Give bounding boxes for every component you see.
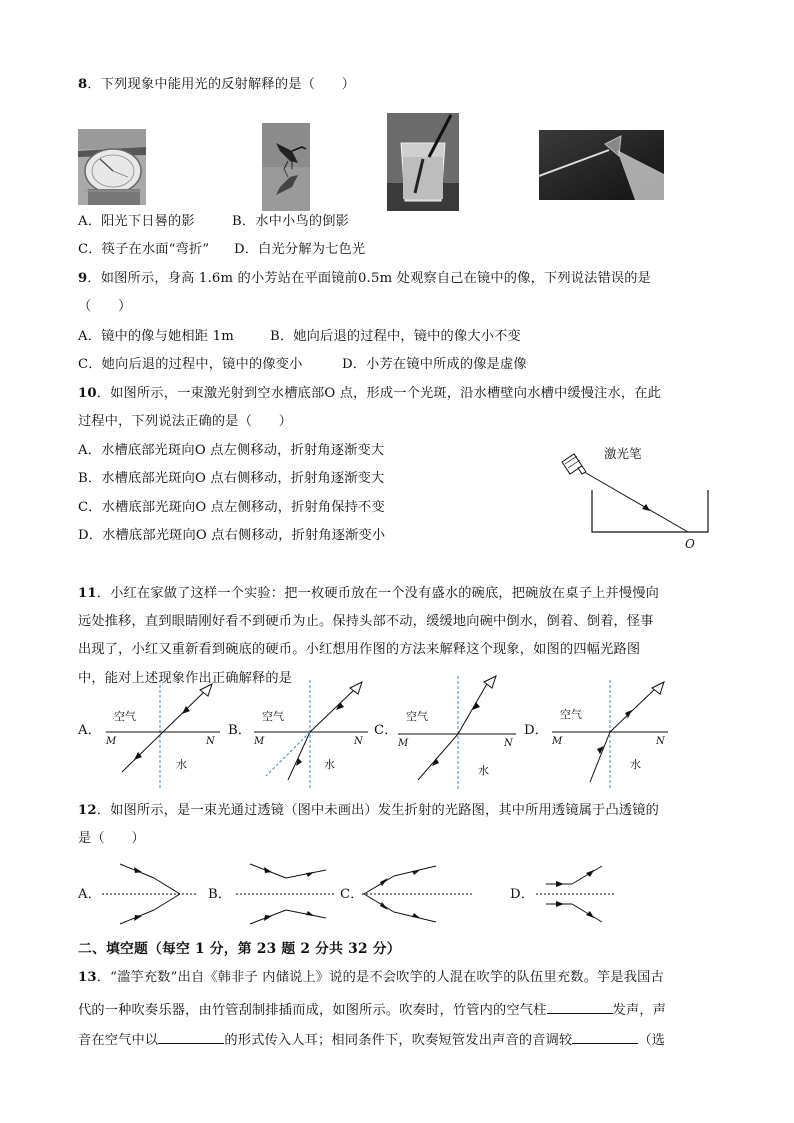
q9-number: 9 [78, 271, 88, 286]
q8-stem [78, 76, 355, 94]
q10-stem-text1: ．如图所示，一束激光射到空水槽底部O 点，形成一个光斑，沿水槽壁向水槽中缓慢注水，在此 [96, 386, 662, 401]
q8-photo-bird-reflection [262, 123, 310, 211]
eye-icon [652, 682, 664, 694]
q8-photo-chopstick-in-water [387, 113, 459, 211]
q13-line3-part1: 音在空气中以 [78, 1033, 159, 1048]
q11-stem-line4: 中，能对上述现象作出正确解释的是 [78, 671, 293, 686]
q10-number: 10 [78, 386, 97, 401]
q13-line3-part3: （选 [638, 1033, 666, 1048]
q11-stem-text1: ．小红在家做了这样一个实验：把一枚硬币放在一个没有盛水的碗底，把碗放在桌子上并慢慢向 [96, 586, 660, 601]
q9-stem-text: ．如图所示，身高 1.6m 的小芳站在平面镜前0.5m 处观察自己在镜中的像，下列说法错误的是 [87, 271, 652, 286]
q10-option-b: B．水槽底部光斑向O 点右侧移动，折射角逐渐变大 [78, 471, 385, 486]
q8-option-d: D．白光分解为七色光 [234, 242, 366, 257]
q13-line2 [78, 999, 666, 1020]
q13-blank-2[interactable] [158, 1029, 224, 1044]
q12-option-d: D． [510, 887, 535, 902]
q8-photo-prism [539, 130, 664, 200]
q11-option-a: A． [78, 723, 102, 738]
q12-option-c: C． [340, 887, 364, 902]
q11-number: 11 [78, 586, 97, 601]
q11b-air-label: 空气 [262, 710, 284, 723]
q13-blank-1[interactable] [547, 999, 613, 1014]
q10-option-d: D．水槽底部光斑向O 点右侧移动，折射角逐渐变小 [78, 528, 386, 543]
q11b-n-label: N [354, 736, 363, 747]
q11-diagram-d [548, 680, 672, 788]
q9-paren: （ ） [78, 299, 132, 314]
q11c-m-label: M [398, 738, 409, 749]
q11d-air-label: 空气 [560, 708, 582, 721]
q8-photo-sundial [78, 129, 146, 205]
q11d-water-label: 水 [630, 758, 641, 771]
q11-option-d: D． [524, 723, 549, 738]
q11c-n-label: N [504, 738, 513, 749]
q13-blank-3[interactable] [572, 1029, 638, 1044]
q9-option-c: C．她向后退的过程中，镜中的像变小 [78, 357, 303, 372]
q8-number: 8 [78, 77, 88, 92]
q9-option-d: D．小芳在镜中所成的像是虚像 [342, 357, 527, 372]
q11-option-c: C． [374, 723, 398, 738]
q8-stem-text: ．下列现象中能用光的反射解释的是（ ） [87, 77, 356, 92]
q12-stem-line1 [78, 802, 659, 820]
q13-number: 13 [78, 970, 97, 985]
q8-option-a: A．阳光下日晷的影 [78, 214, 195, 229]
q11a-water-label: 水 [176, 758, 187, 771]
q12-diagram-d [536, 862, 616, 926]
q13-line3 [78, 1029, 665, 1050]
q10-laser-label: 激光笔 [604, 446, 642, 461]
q11-diagram-b [252, 680, 372, 788]
q12-number: 12 [78, 803, 97, 818]
q10-beam-arrow [642, 504, 650, 511]
q10-figure-laser-tank [552, 442, 712, 552]
q13-line2-part2: 发声，声 [612, 1003, 667, 1018]
q11-stem-line3: 出现了，小红又重新看到碗底的硬币。小红想用作图的方法来解释这个现象，如图的四幅光路图 [78, 642, 641, 657]
q9-stem [78, 270, 651, 288]
q10-option-a: A．水槽底部光斑向O 点左侧移动，折射角逐渐变大 [78, 443, 385, 458]
q11-diagram-c [396, 676, 520, 790]
q10-point-o: O [685, 537, 695, 551]
q10-option-c: C．水槽底部光斑向O 点左侧移动，折射角保持不变 [78, 500, 385, 515]
q13-line3-part2: 的形式传入人耳；相同条件下，吹奏短管发出声音的音调较 [224, 1033, 573, 1048]
q11-stem-line1 [78, 585, 659, 603]
q11a-air-label: 空气 [114, 710, 136, 723]
q10-stem-line2: 过程中，下列说法正确的是（ ） [78, 414, 293, 429]
q11d-n-label: N [656, 736, 665, 747]
q13-line2-part1: 代的一种吹奏乐器，由竹管刮制排插而成，如图所示。吹奏时，竹管内的空气柱 [78, 1003, 547, 1018]
q12-option-a: A． [78, 887, 102, 902]
q11a-n-label: N [206, 736, 215, 747]
q12-stem-line2: 是（ ） [78, 831, 145, 846]
q11d-m-label: M [552, 736, 563, 747]
q9-option-b: B．她向后退的过程中，镜中的像大小不变 [270, 329, 521, 344]
q11-option-b: B． [228, 723, 252, 738]
q11a-m-label: M [106, 736, 117, 747]
q10-laser-beam [586, 473, 688, 532]
q12-stem-text1: ．如图所示，是一束光通过透镜（图中未画出）发生折射的光路图，其中所用透镜属于凸透镜的 [96, 803, 660, 818]
laser-pen-icon [562, 454, 586, 474]
q11-diagram-a [104, 680, 224, 788]
q8-option-b: B．水中小鸟的倒影 [232, 214, 349, 229]
q13-line1-text: ．“滥竽充数”出自《韩非子 内储说上》说的是不会吹竽的人混在吹竽的队伍里充数。竽是我国古 [96, 970, 664, 985]
q11c-air-label: 空气 [406, 710, 428, 723]
q12-option-b: B． [208, 887, 232, 902]
q11b-m-label: M [254, 736, 265, 747]
q8-option-c: C．筷子在水面“弯折” [78, 242, 210, 257]
q10-stem-line1 [78, 385, 661, 403]
q11-stem-line2: 远处推移，直到眼睛刚好看不到硬币为止。保持头部不动，缓缓地向碗中倒水，倒着、倒着，怪事 [78, 614, 654, 629]
q11c-water-label: 水 [478, 764, 489, 777]
q11b-water-label: 水 [324, 758, 335, 771]
q12-diagram-a [102, 862, 196, 926]
q13-line1 [78, 969, 664, 987]
q9-option-a: A．镜中的像与她相距 1m [78, 329, 234, 344]
section2-title: 二、填空题（每空 1 分，第 23 题 2 分共 32 分） [78, 941, 401, 957]
q12-diagram-b [236, 862, 336, 926]
q12-diagram-c [362, 862, 474, 926]
